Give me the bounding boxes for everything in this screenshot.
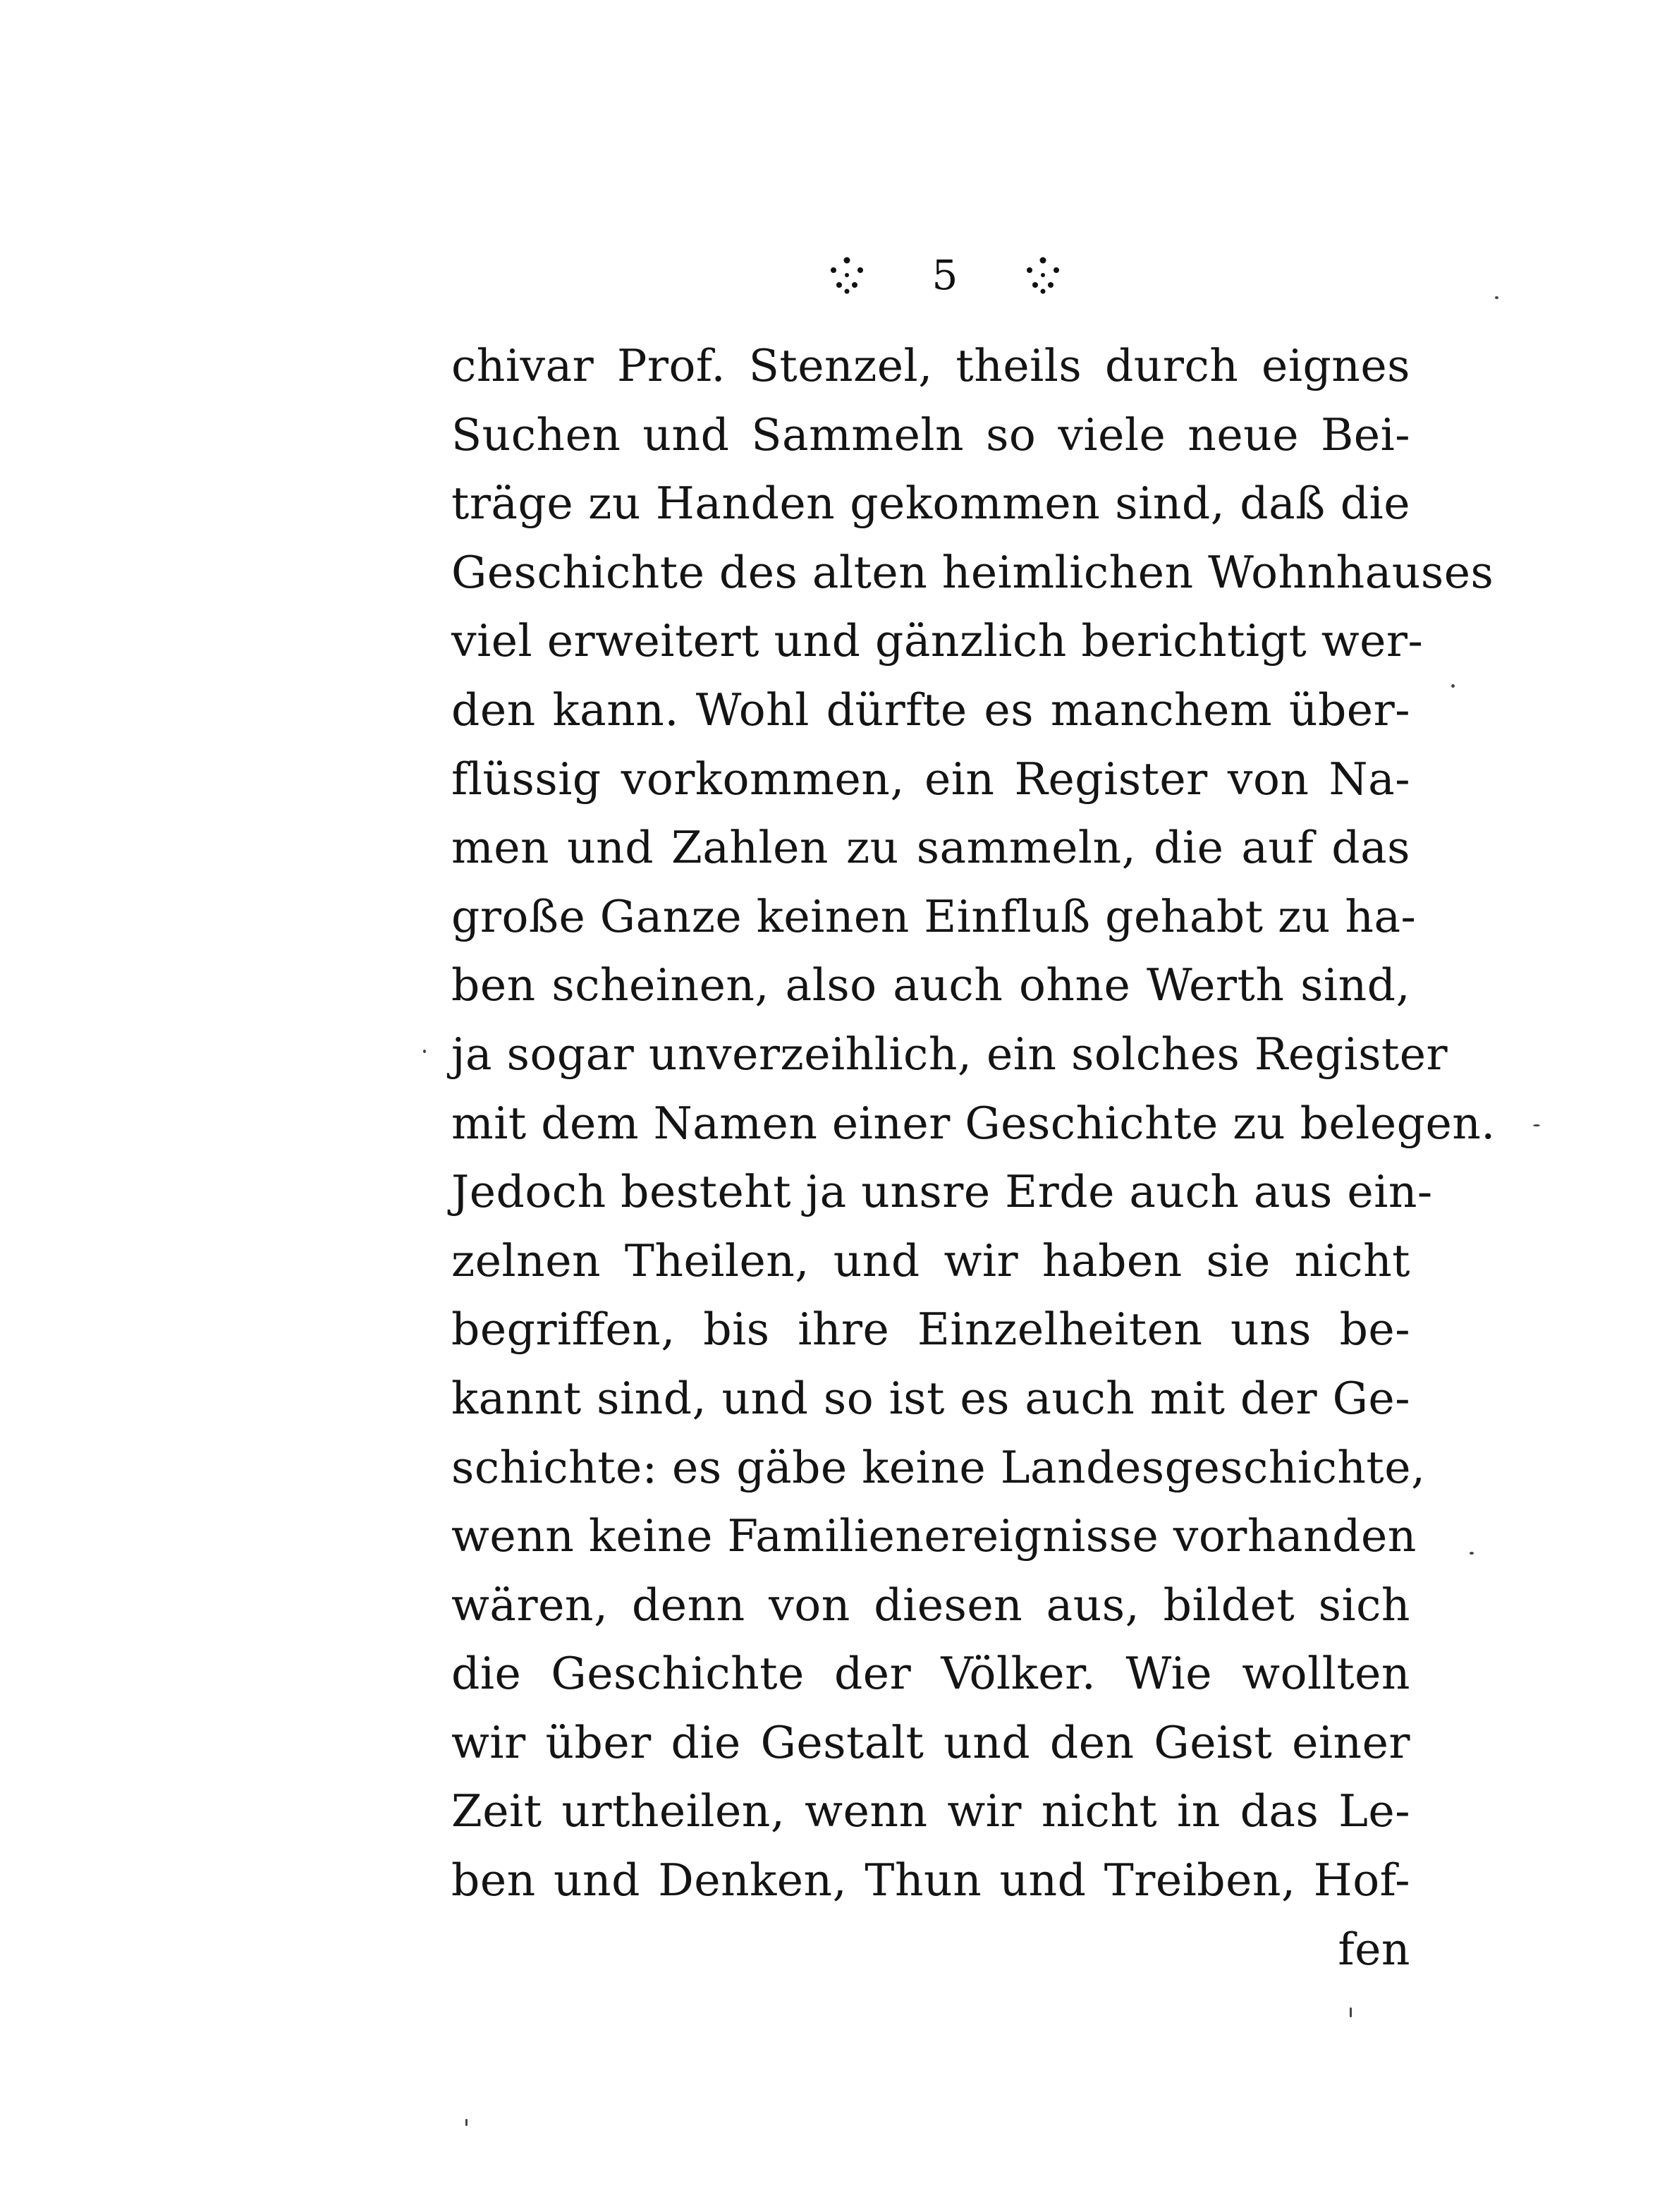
paper-speck: [1350, 2007, 1352, 2017]
text-line: men und Zahlen zu sammeln, die auf das: [451, 822, 1410, 874]
text-line: Suchen und Sammeln so viele neue Bei-: [451, 408, 1410, 461]
text-line: flüssig vorkommen, ein Register von Na-: [451, 753, 1410, 805]
body-text-block: [451, 332, 1496, 1983]
text-line: wären, denn von diesen aus, bildet sich: [451, 1579, 1410, 1631]
text-line: mit dem Namen einer Geschichte zu belegen.: [451, 1097, 1496, 1149]
paper-speck: [1451, 684, 1455, 688]
text-line: ben scheinen, also auch ohne Werth sind,: [451, 959, 1410, 1011]
text-line: begriffen, bis ihre Einzelheiten uns be-: [451, 1304, 1410, 1356]
text-line: die Geschichte der Völker. Wie wollten: [451, 1648, 1410, 1700]
text-line: schichte: es gäbe keine Landesgeschichte,: [451, 1441, 1426, 1493]
text-line: große Ganze keinen Einfluß gehabt zu ha-: [451, 890, 1417, 942]
text-line: wir über die Gestalt und den Geist einer: [451, 1716, 1410, 1768]
page-header: [825, 243, 1065, 307]
text-line: chivar Prof. Stenzel, theils durch eignes: [451, 340, 1410, 391]
text-line: viel erweitert und gänzlich berichtigt wer-: [451, 615, 1424, 667]
paper-speck: [465, 2119, 468, 2126]
text-line: Jedoch besteht ja unsre Erde auch aus ein-: [451, 1166, 1433, 1218]
text-line: Geschichte des alten heimlichen Wohnhauses: [451, 546, 1494, 598]
paper-speck: [423, 1050, 426, 1053]
text-line: ja sogar unverzeihlich, ein solches Register: [451, 1028, 1448, 1080]
paper-speck: [1470, 1552, 1474, 1555]
paper-speck: [1533, 1124, 1540, 1126]
text-line: ben und Denken, Thun und Treiben, Hof-: [451, 1854, 1410, 1907]
page-number: 5: [932, 251, 958, 299]
catchword: fen: [1338, 1923, 1410, 1975]
asterism-ornament-icon: [825, 253, 869, 297]
text-line: Zeit urtheilen, wenn wir nicht in das Le-: [451, 1785, 1410, 1837]
asterism-ornament-icon: [1021, 253, 1065, 297]
text-line: kannt sind, und so ist es auch mit der Ge-: [451, 1372, 1410, 1424]
text-line: wenn keine Familienereignisse vorhanden: [451, 1510, 1417, 1562]
paper-speck: [1495, 296, 1498, 299]
text-line: den kann. Wohl dürfte es manchem über-: [451, 683, 1410, 736]
text-line: träge zu Handen gekommen sind, daß die: [451, 478, 1410, 530]
text-line: zelnen Theilen, und wir haben sie nicht: [451, 1234, 1410, 1287]
